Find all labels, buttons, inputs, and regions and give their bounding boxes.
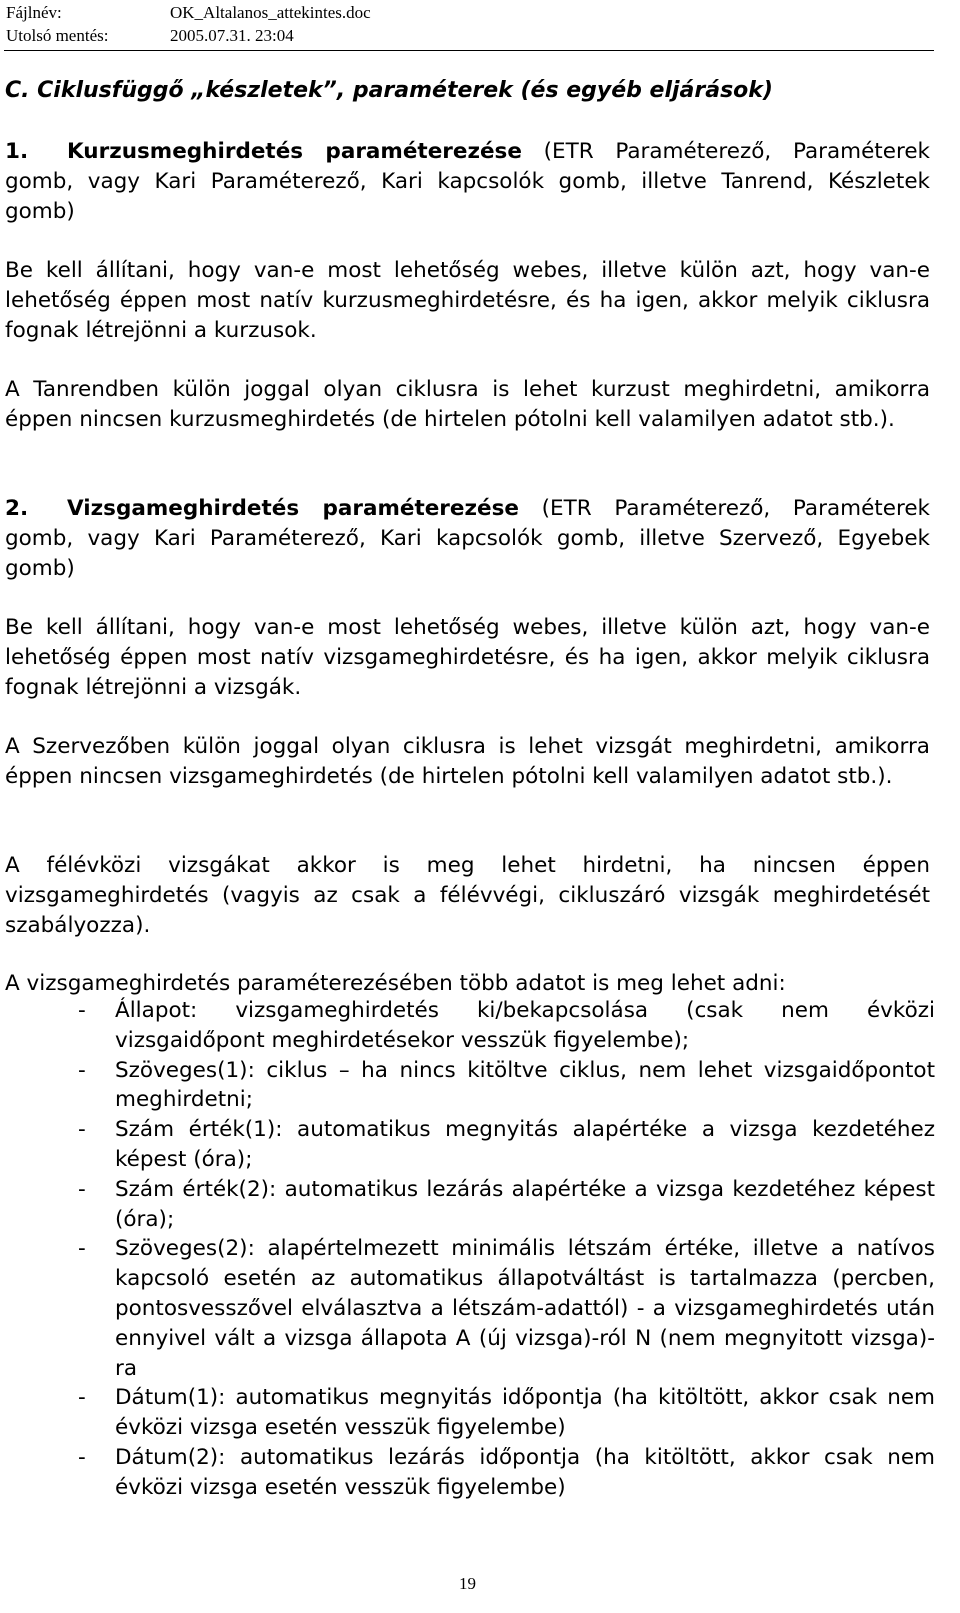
list-item [0,996,935,1056]
file-name-value: OK_Altalanos_attekintes.doc [170,3,371,22]
section1-paragraph-2: A Tanrendben külön joggal olyan ciklusra is lehet kurzust meghirdetni, amikorra éppen nincsen kurzusmeghirdetés (de hirtelen pótolni kell valamilyen adatot stb.). [5,377,930,432]
section1-paragraph-1: Be kell állítani, hogy van-e most lehetőség webes, illetve külön azt, hogy van-e lehetőség éppen most natív kurzusmeghirdetésre, és ha igen, akkor melyik ciklusra fognak létrejönni a kurzusok. [5,258,930,343]
list-dash: - [78,1057,86,1083]
section1-title-rest: (ETR Paraméterező, Paraméterek gomb, vagy Kari Paraméterező, Kari kapcsolók gomb, illetve Tanrend, Készletek gomb) [5,139,931,224]
list-item [0,1234,935,1383]
section2-paragraph-3: A félévközi vizsgákat akkor is meg lehet hirdetni, ha nincsen éppen vizsgameghirdetés (vagyis az csak a félévvégi, cikluszáró vizsgák meghirdetését szabályozza). [5,853,930,938]
list-item-text: Szöveges(1): ciklus – ha nincs kitöltve ciklus, nem lehet vizsgaidőpontot meghirdetni; [115,1057,935,1113]
list-item [0,1056,935,1116]
list-dash: - [78,1385,86,1411]
list-item-text: Dátum(2): automatikus lezárás időpontja (ha kitöltött, akkor csak nem évközi vizsga esetén vesszük figyelembe) [115,1444,935,1500]
last-saved-label: Utolsó mentés: [6,26,109,45]
list-item [0,1383,935,1443]
list-dash: - [78,998,86,1023]
section1-title-bold: Kurzusmeghirdetés paraméterezése [67,139,522,164]
list-item [0,1175,935,1235]
section2-title-bold: Vizsgameghirdetés paraméterezése [67,496,519,521]
list-dash: - [78,1236,86,1262]
list-item [0,1443,935,1503]
list-item-text: Állapot: vizsgameghirdetés ki/bekapcsolása (csak nem évközi vizsgaidőpont meghirdetésekor vesszük figyelembe); [115,998,935,1053]
section-heading: C. Ciklusfüggő „készletek”, paraméterek (és egyéb eljárások) [5,78,773,103]
section2-title-rest: (ETR Paraméterező, Paraméterek gomb, vagy Kari Paraméterező, Kari kapcsolók gomb, illetve Szervező, Egyebek gomb) [5,496,930,581]
parameter-list [0,996,935,1503]
file-info-header [6,1,371,47]
section2-number: 2. [5,496,29,521]
section1-title [5,137,930,226]
file-name-label: Fájlnév: [6,3,62,22]
list-item-text: Szám érték(2): automatikus lezárás alapértéke a vizsga kezdetéhez képest (óra); [115,1176,935,1232]
page-number: 19 [459,1574,476,1593]
last-saved-value: 2005.07.31. 23:04 [170,26,294,45]
list-dash: - [78,1176,86,1202]
list-dash: - [78,1444,86,1470]
section2-paragraph-2: A Szervezőben külön joggal olyan ciklusra is lehet vizsgát meghirdetni, amikorra éppen nincsen vizsgameghirdetés (de hirtelen pótolni kell valamilyen adatot stb.). [5,734,930,789]
list-item-text: Szám érték(1): automatikus megnyitás alapértéke a vizsga kezdetéhez képest (óra); [115,1117,935,1172]
list-dash: - [78,1117,86,1143]
section2-paragraph-4: A vizsgameghirdetés paraméterezésében több adatot is meg lehet adni: [5,971,786,996]
last-saved-row [6,24,371,47]
section1-number: 1. [5,139,29,164]
list-item-text: Dátum(1): automatikus megnyitás időpontja (ha kitöltött, akkor csak nem évközi vizsga esetén vesszük figyelembe) [115,1385,935,1441]
list-item-text: Szöveges(2): alapértelmezett minimális létszám értéke, illetve a natívos kapcsoló esetén az automatikus állapotváltást is tartalmazza (percben, pontosvesszővel elválasztva a létszám-adattól) - a vizsgameghirdetés után ennyivel vált a vizsga állapota A (új vizsga)-ról N (nem megnyitott vizsga)-ra [115,1236,935,1381]
section2-title [5,494,930,583]
file-name-row [6,1,371,24]
header-divider [4,50,934,51]
section2-paragraph-1: Be kell állítani, hogy van-e most lehetőség webes, illetve külön azt, hogy van-e lehetőség éppen most natív vizsgameghirdetésre, és ha igen, akkor melyik ciklusra fognak létrejönni a vizsgák. [5,615,930,700]
list-item [0,1115,935,1175]
